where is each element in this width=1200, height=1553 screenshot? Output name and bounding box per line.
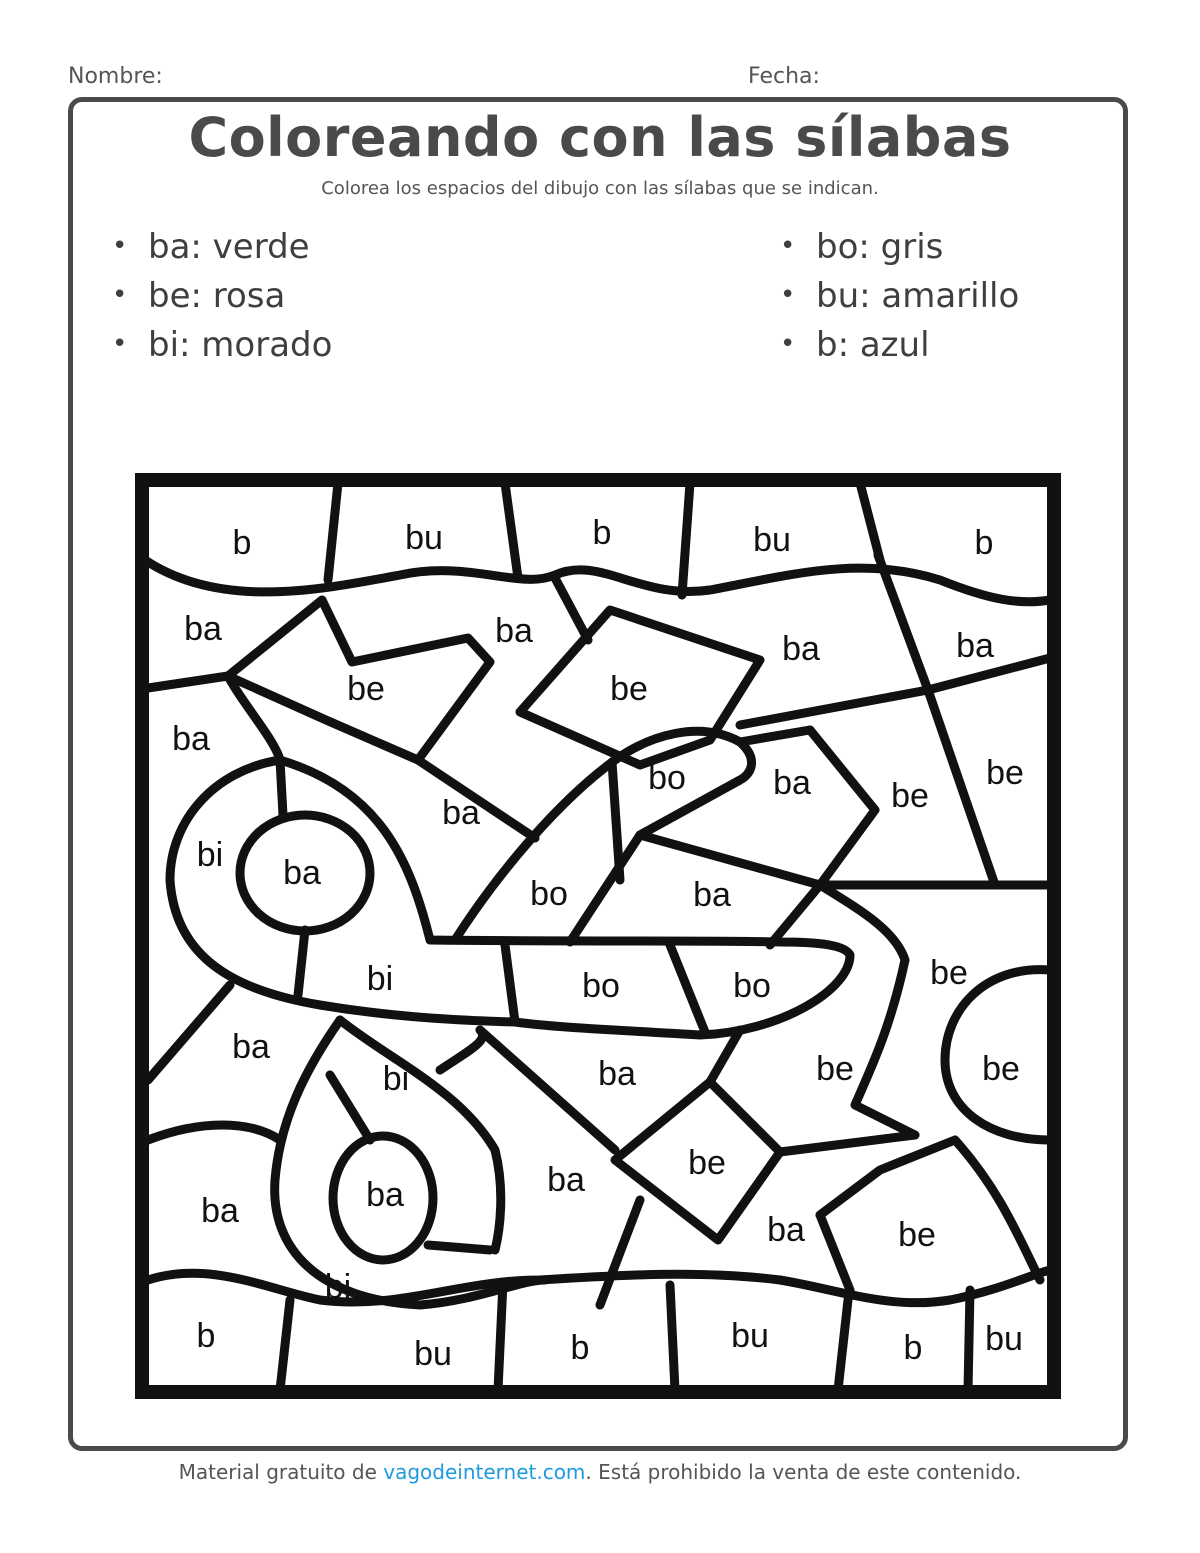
region-label: be: [986, 753, 1024, 792]
region-label: be: [816, 1049, 854, 1088]
region-label: ba: [283, 853, 321, 892]
date-field-label: Fecha:: [748, 64, 820, 89]
region-label: ba: [782, 629, 820, 668]
region-label: b: [903, 1328, 923, 1367]
bullet-icon: •: [112, 329, 128, 359]
region-label: bu: [731, 1316, 769, 1355]
region-label: bu: [985, 1319, 1023, 1358]
bullet-icon: •: [112, 231, 128, 261]
worksheet-instructions: Colorea los espacios del dibujo con las sílabas que se indican.: [321, 178, 879, 199]
legend-text: bo: gris: [816, 227, 944, 267]
region-label: bo: [582, 966, 620, 1005]
legend-text: be: rosa: [148, 276, 286, 316]
region-label: be: [930, 953, 968, 992]
region-label: ba: [693, 875, 731, 914]
region-label: b: [196, 1316, 216, 1355]
region-label: bi: [196, 835, 224, 874]
region-label: ba: [366, 1175, 404, 1214]
legend-text: bi: morado: [148, 325, 333, 365]
legend-text: ba: verde: [148, 227, 310, 267]
region-label: bi: [382, 1059, 410, 1098]
bullet-icon: •: [780, 280, 796, 310]
region-label: bo: [648, 758, 686, 797]
region-label: b: [232, 523, 252, 562]
region-label: be: [688, 1143, 726, 1182]
region-label: ba: [547, 1160, 585, 1199]
region-label: b: [570, 1328, 590, 1367]
bullet-icon: •: [780, 231, 796, 261]
region-label: be: [982, 1049, 1020, 1088]
region-label: bo: [733, 966, 771, 1005]
bullet-icon: •: [780, 329, 796, 359]
region-label: ba: [184, 609, 222, 648]
region-label: ba: [442, 793, 480, 832]
website-link[interactable]: vagodeinternet.com: [383, 1460, 586, 1484]
region-label: ba: [956, 626, 994, 665]
region-label: ba: [767, 1210, 805, 1249]
region-label: bu: [414, 1334, 452, 1373]
region-label: ba: [495, 611, 533, 650]
region-label: bu: [405, 518, 443, 557]
region-label: be: [891, 776, 929, 815]
region-label: bi: [366, 959, 394, 998]
name-field-label: Nombre:: [68, 64, 163, 89]
region-label: be: [898, 1215, 936, 1254]
region-label: b: [974, 523, 994, 562]
region-label: ba: [172, 719, 210, 758]
region-label: ba: [598, 1054, 636, 1093]
worksheet-title: Coloreando con las sílabas: [188, 106, 1012, 169]
region-label: bu: [753, 520, 791, 559]
footer-suffix: . Está prohibido la venta de este contenido.: [585, 1460, 1022, 1484]
region-label: ba: [201, 1191, 239, 1230]
region-label: be: [347, 669, 385, 708]
region-label: ba: [232, 1027, 270, 1066]
footer-note: [0, 1460, 1200, 1484]
legend-text: b: azul: [816, 325, 930, 365]
footer-prefix: Material gratuito de: [178, 1460, 384, 1484]
legend-text: bu: amarillo: [816, 276, 1020, 316]
region-label: bi: [324, 1267, 352, 1306]
region-label: b: [592, 513, 612, 552]
bullet-icon: •: [112, 280, 128, 310]
region-label: bo: [530, 874, 568, 913]
region-label: ba: [773, 763, 811, 802]
region-label: be: [610, 669, 648, 708]
